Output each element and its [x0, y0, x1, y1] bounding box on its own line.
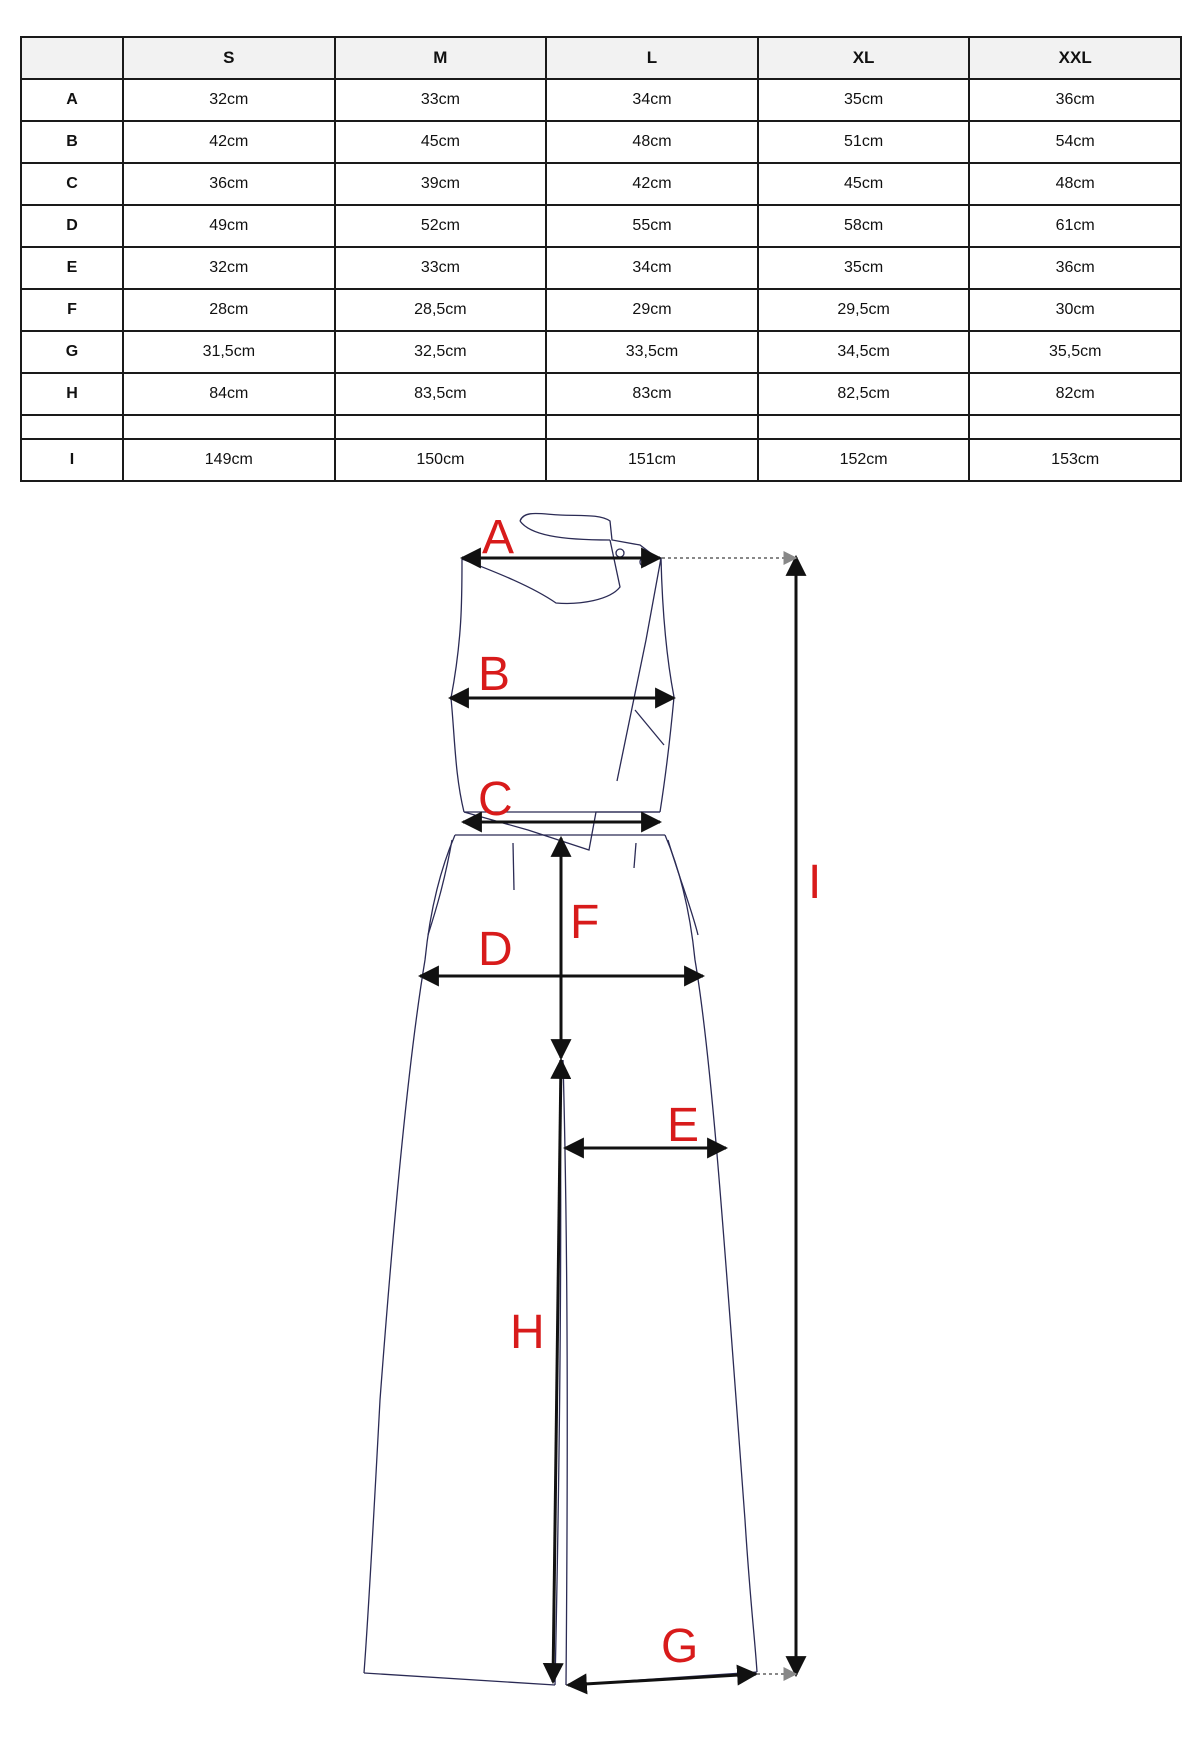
measurement-cell: 32cm — [123, 247, 335, 289]
measurement-cell: 58cm — [758, 205, 970, 247]
measurement-cell: 30cm — [969, 289, 1181, 331]
measurement-cell: 150cm — [335, 439, 547, 481]
row-label-cell: H — [21, 373, 123, 415]
bodice-dart — [635, 710, 664, 745]
collar-back — [520, 521, 610, 540]
measurement-cell: 42cm — [123, 121, 335, 163]
measurement-cell: 42cm — [546, 163, 758, 205]
measurement-cell: 36cm — [969, 79, 1181, 121]
measurement-cell: 82,5cm — [758, 373, 970, 415]
row-label-cell: C — [21, 163, 123, 205]
leg-right-outer — [665, 835, 757, 1672]
inseam-right — [563, 1060, 567, 1685]
measurement-cell: 45cm — [335, 121, 547, 163]
measurement-cell: 32,5cm — [335, 331, 547, 373]
row-label-cell: E — [21, 247, 123, 289]
label-a: A — [482, 511, 515, 564]
bodice-right — [660, 558, 674, 812]
measurement-cell: 49cm — [123, 205, 335, 247]
measurement-cell: 34cm — [546, 247, 758, 289]
measurement-cell: 48cm — [969, 163, 1181, 205]
measurement-cell: 84cm — [123, 373, 335, 415]
header-size-s: S — [123, 37, 335, 79]
measurement-cell: 152cm — [758, 439, 970, 481]
pleat-2 — [634, 843, 636, 868]
row-label-cell: A — [21, 79, 123, 121]
header-size-m: M — [335, 37, 547, 79]
row-label-cell: B — [21, 121, 123, 163]
label-g: G — [661, 1620, 699, 1673]
header-size-l: L — [546, 37, 758, 79]
row-label-cell: G — [21, 331, 123, 373]
measurement-cell: 51cm — [758, 121, 970, 163]
label-e: E — [667, 1099, 700, 1152]
button-1 — [616, 549, 624, 557]
row-label-cell: I — [21, 439, 123, 481]
pocket-left — [428, 840, 452, 935]
measurement-cell: 82cm — [969, 373, 1181, 415]
measurement-cell: 35,5cm — [969, 331, 1181, 373]
label-c: C — [478, 773, 513, 826]
measurement-cell: 83cm — [546, 373, 758, 415]
measurement-cell: 151cm — [546, 439, 758, 481]
measurement-cell: 39cm — [335, 163, 547, 205]
measurement-cell: 36cm — [969, 247, 1181, 289]
label-i: I — [808, 856, 822, 909]
leg-left-outer — [364, 835, 455, 1673]
measurement-cell: 33cm — [335, 79, 547, 121]
measurement-cell: 34,5cm — [758, 331, 970, 373]
row-label-cell: D — [21, 205, 123, 247]
measurement-cell: 153cm — [969, 439, 1181, 481]
label-h: H — [510, 1306, 545, 1359]
measurement-cell: 31,5cm — [123, 331, 335, 373]
measurement-cell: 61cm — [969, 205, 1181, 247]
measurement-cell: 32cm — [123, 79, 335, 121]
label-f: F — [570, 896, 600, 949]
label-d: D — [478, 923, 513, 976]
measurement-cell: 28cm — [123, 289, 335, 331]
measurement-cell: 149cm — [123, 439, 335, 481]
measurement-cell: 36cm — [123, 163, 335, 205]
measurement-cell: 54cm — [969, 121, 1181, 163]
row-label-cell: F — [21, 289, 123, 331]
arrow-g — [568, 1674, 756, 1685]
measurement-cell: 29cm — [546, 289, 758, 331]
measurement-cell: 45cm — [758, 163, 970, 205]
collar-outline — [520, 513, 661, 781]
measurement-cell: 34cm — [546, 79, 758, 121]
measurement-arrows — [420, 557, 796, 1685]
hem-left — [364, 1673, 555, 1685]
measurement-cell: 33cm — [335, 247, 547, 289]
measurement-cell: 48cm — [546, 121, 758, 163]
measurement-cell: 33,5cm — [546, 331, 758, 373]
bodice-left — [451, 559, 464, 812]
measurement-cell: 29,5cm — [758, 289, 970, 331]
measurement-cell: 52cm — [335, 205, 547, 247]
measurement-cell: 55cm — [546, 205, 758, 247]
header-size-xxl: XXL — [969, 37, 1181, 79]
measurement-cell: 35cm — [758, 247, 970, 289]
header-size-xl: XL — [758, 37, 970, 79]
measurement-cell: 83,5cm — [335, 373, 547, 415]
pocket-right — [668, 840, 698, 935]
measurement-cell: 28,5cm — [335, 289, 547, 331]
measurement-cell: 35cm — [758, 79, 970, 121]
pleat-1 — [513, 843, 514, 890]
label-b: B — [478, 648, 511, 701]
